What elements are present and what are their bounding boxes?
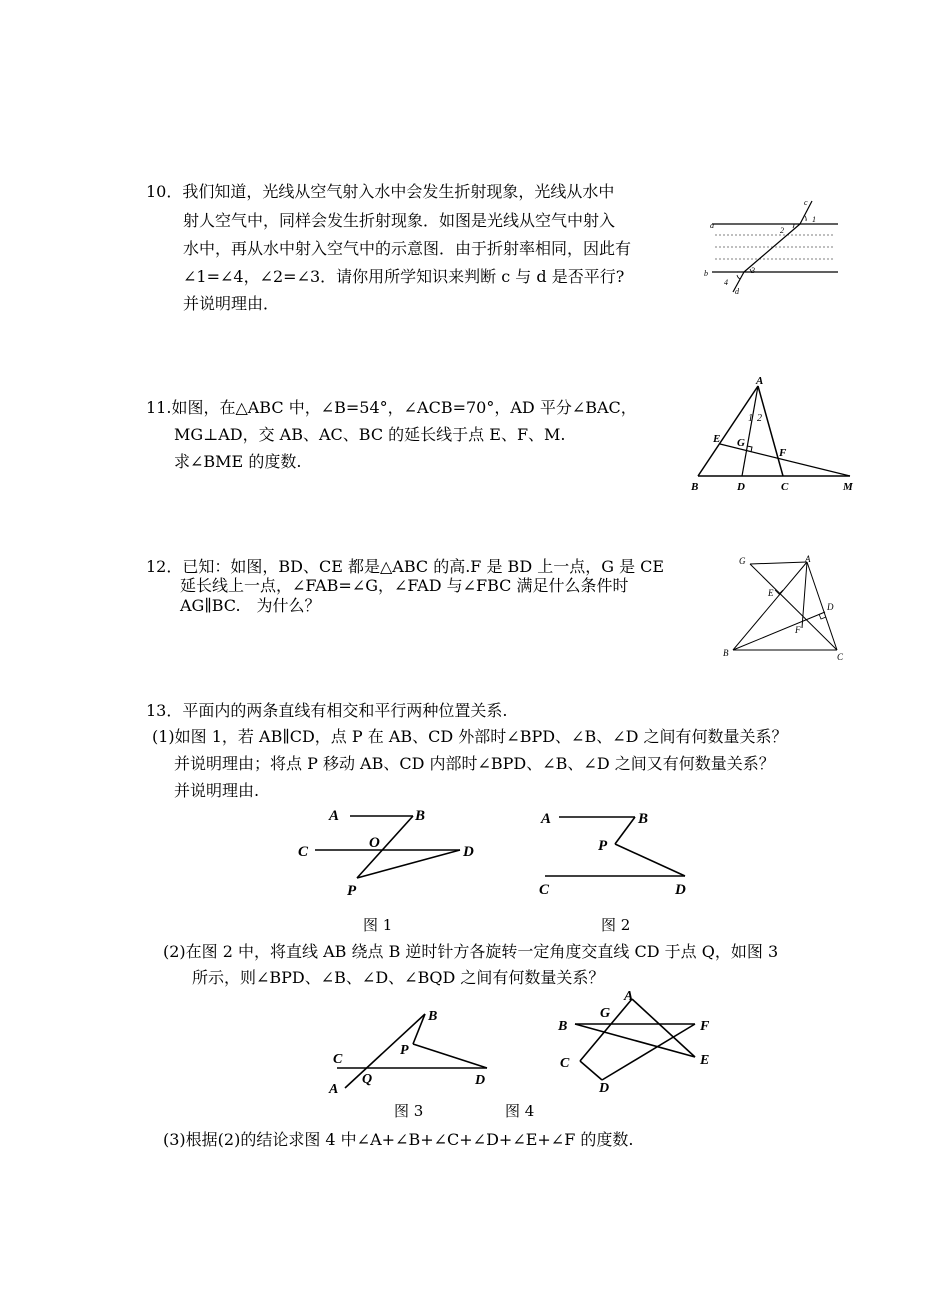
fig4-caption: 图 4: [505, 1102, 535, 1120]
q11-label-B: B: [691, 481, 699, 493]
q12-line-1: 12．已知：如图，BD、CE 都是△ABC 的高.F 是 BD 上一点，G 是 CE: [146, 557, 665, 576]
q13-part1-line-1: (1)如图 1，若 AB∥CD，点 P 在 AB、CD 外部时∠BPD、∠B、∠D 之间有何数量关系？: [152, 727, 788, 746]
q13-part2-line-2: 所示，则∠BPD、∠B、∠D、∠BQD 之间有何数量关系？: [192, 968, 605, 987]
q12-line-2: 延长线上一点，∠FAB=∠G，∠FAD 与∠FBC 满足什么条件时: [180, 576, 629, 595]
figure-3: [325, 1000, 500, 1100]
q10-line-3: 水中，再从水中射入空气中的示意图．由于折射率相同，因此有: [183, 239, 632, 258]
fig4-label-B: B: [558, 1019, 568, 1034]
q12-label-E: E: [768, 588, 774, 598]
q12-label-B: B: [723, 648, 729, 658]
q12-label-F: F: [795, 625, 801, 635]
q10-label-1: 1: [812, 215, 816, 224]
fig3-label-P: P: [400, 1043, 409, 1058]
fig4-label-D: D: [599, 1081, 610, 1096]
q10-line-2: 射人空气中，同样会发生折射现象．如图是光线从空气中射入: [183, 211, 616, 230]
fig4-label-A: A: [624, 989, 634, 1004]
figure-2: [535, 800, 705, 900]
q11-label-2: 2: [757, 413, 762, 424]
q10-label-a: a: [710, 221, 714, 230]
fig1-caption: 图 1: [363, 916, 393, 934]
fig1-label-B: B: [415, 808, 426, 824]
fig1-label-D: D: [463, 844, 474, 860]
fig1-label-A: A: [329, 808, 340, 824]
q10-label-2: 2: [780, 226, 784, 235]
fig3-label-Q: Q: [362, 1072, 373, 1087]
q12-label-G: G: [739, 556, 746, 566]
fig3-caption: 图 3: [394, 1102, 424, 1120]
altitudes-figure: [715, 550, 855, 665]
q10-label-b: b: [704, 269, 708, 278]
q10-label-d: d: [735, 287, 739, 296]
fig4-label-E: E: [700, 1053, 710, 1068]
fig2-label-C: C: [539, 882, 550, 898]
fig3-label-C: C: [333, 1052, 343, 1067]
q11-label-F: F: [779, 447, 787, 459]
fig4-label-C: C: [560, 1056, 570, 1071]
q13-part2-line-1: (2)在图 2 中，将直线 AB 绕点 B 逆时针方各旋转一定角度交直线 CD 于点 Q，如图 3: [163, 942, 779, 961]
q10-line-1: 10．我们知道，光线从空气射入水中会发生折射现象，光线从水中: [146, 182, 615, 201]
q13-title: 13．平面内的两条直线有相交和平行两种位置关系.: [146, 701, 508, 720]
q10-label-c: c: [804, 198, 808, 207]
figure-4: [550, 985, 725, 1095]
triangle-abc-figure: [685, 372, 865, 497]
fig1-label-P: P: [347, 883, 357, 899]
q11-label-1: 1: [748, 413, 753, 424]
q11-label-D: D: [737, 481, 745, 493]
fig3-label-B: B: [428, 1009, 438, 1024]
fig3-label-A: A: [329, 1082, 339, 1097]
fig4-label-G: G: [600, 1006, 611, 1021]
fig2-label-B: B: [638, 811, 649, 827]
q10-line-4: ∠1=∠4，∠2=∠3．请你用所学知识来判断 c 与 d 是否平行?: [183, 267, 625, 286]
q13-part3: (3)根据(2)的结论求图 4 中∠A+∠B+∠C+∠D+∠E+∠F 的度数.: [163, 1130, 634, 1149]
figure-1: [295, 800, 495, 900]
q12-label-D: D: [827, 602, 834, 612]
q10-label-4: 4: [724, 278, 728, 287]
q13-part1-line-3: 并说明理由.: [174, 781, 260, 800]
q11-label-C: C: [781, 481, 789, 493]
q11-line-2: MG⊥AD，交 AB、AC、BC 的延长线于点 E、F、M.: [174, 425, 566, 444]
fig4-label-F: F: [700, 1019, 710, 1034]
fig2-label-P: P: [598, 838, 608, 854]
q11-label-G: G: [737, 437, 745, 449]
fig1-label-O: O: [369, 835, 380, 851]
fig2-label-A: A: [541, 811, 552, 827]
fig1-label-C: C: [298, 844, 309, 860]
fig2-caption: 图 2: [601, 916, 631, 934]
refraction-figure: [700, 195, 845, 300]
q13-part1-line-2: 并说明理由；将点 P 移动 AB、CD 内部时∠BPD、∠B、∠D 之间又有何数量关系？: [174, 754, 775, 773]
fig2-label-D: D: [675, 882, 686, 898]
q12-line-3: AG∥BC. 为什么？: [180, 596, 321, 615]
q11-label-M: M: [843, 481, 853, 493]
q12-label-A: A: [805, 554, 811, 564]
q11-label-A: A: [756, 375, 764, 387]
q10-line-5: 并说明理由．: [183, 294, 280, 313]
q11-line-1: 11.如图，在△ABC 中，∠B=54°，∠ACB=70°，AD 平分∠BAC，: [146, 398, 637, 417]
q10-label-3: 3: [751, 266, 755, 275]
fig3-label-D: D: [475, 1073, 486, 1088]
q11-line-3: 求∠BME 的度数.: [174, 452, 302, 471]
q11-label-E: E: [713, 433, 721, 445]
q12-label-C: C: [837, 652, 844, 662]
